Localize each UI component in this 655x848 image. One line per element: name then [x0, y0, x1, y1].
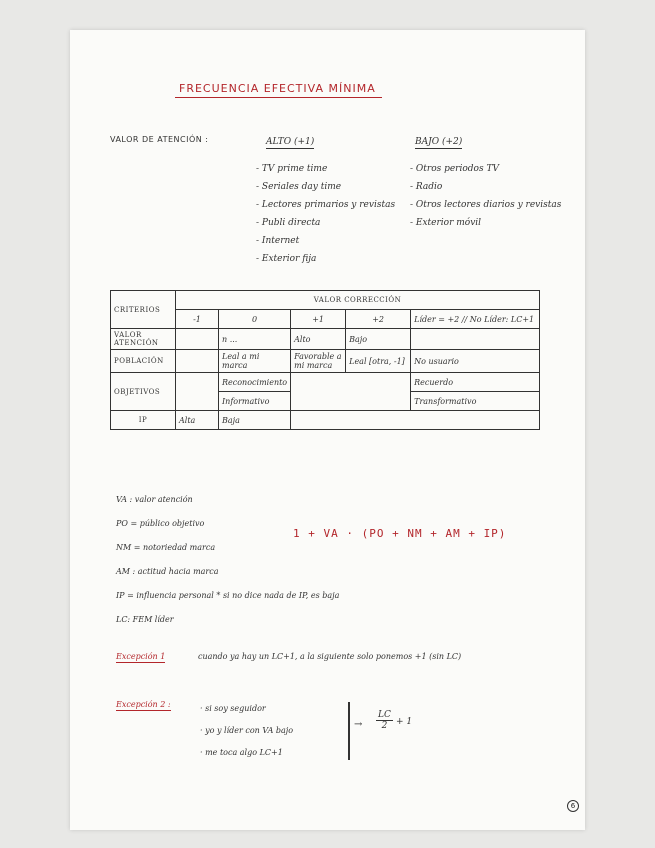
table-cell: Leal a mi marca	[219, 350, 291, 373]
exception2-label: Excepción 2 :	[116, 700, 171, 709]
exception1-text: cuando ya hay un LC+1, a la siguiente solo ponemos +1 (sin LC)	[198, 652, 462, 661]
criteria-header: CRITERIOS	[111, 291, 176, 329]
col-header: -1	[176, 310, 219, 329]
group-header: VALOR CORRECCIÓN	[176, 291, 540, 310]
table-cell: n ...	[219, 329, 291, 350]
fraction-tail: + 1	[396, 717, 413, 727]
paper-sheet	[70, 30, 585, 830]
arrow-icon: →	[354, 719, 363, 730]
legend-item: NM = notoriedad marca	[116, 543, 216, 552]
list-item: - Lectores primarios y revistas	[256, 200, 396, 210]
list-item: - Otros lectores diarios y revistas	[410, 200, 562, 210]
table-cell: Recuerdo	[411, 373, 540, 392]
legend-item: VA : valor atención	[116, 495, 193, 504]
col-header: +1	[291, 310, 346, 329]
legend-item: PO = público objetivo	[116, 519, 205, 528]
col-header: +2	[346, 310, 411, 329]
legend-item: IP = influencia personal * si no dice nada de IP, es baja	[116, 591, 340, 600]
legend	[116, 488, 339, 632]
high-list	[256, 160, 395, 268]
legend-item: AM : actitud hacia marca	[116, 567, 219, 576]
page-number: 6	[567, 800, 579, 812]
table-row	[111, 373, 540, 392]
row-label: OBJETIVOS	[111, 373, 176, 411]
table-cell: Transformativo	[411, 392, 540, 411]
table-cell: Alta	[176, 411, 219, 430]
table-cell: Leal [otra, -1]	[346, 350, 411, 373]
table-row	[111, 329, 540, 350]
list-item: - Seriales day time	[256, 182, 342, 192]
fraction-numerator: LC	[378, 710, 391, 720]
exception2-list	[200, 698, 293, 764]
exception1-label: Excepción 1	[116, 652, 166, 661]
table-cell: No usuario	[411, 350, 540, 373]
list-item: - Radio	[410, 182, 443, 192]
list-item: · yo y líder con VA bajo	[200, 726, 294, 735]
table-cell	[176, 329, 219, 350]
list-item: - Publi directa	[256, 218, 321, 228]
list-item: - Internet	[256, 236, 300, 246]
low-list	[410, 160, 561, 232]
attention-label: VALOR DE ATENCIÓN :	[110, 135, 209, 144]
row-label: POBLACIÓN	[111, 350, 176, 373]
table-cell: Informativo	[219, 392, 291, 411]
page-title: FRECUENCIA EFECTIVA MÍNIMA	[175, 82, 382, 98]
table-cell: Baja	[219, 411, 291, 430]
fraction-denominator: 2	[381, 721, 388, 731]
legend-item: LC: FEM líder	[116, 615, 174, 624]
table-cell: Alto	[291, 329, 346, 350]
low-heading: BAJO (+2)	[415, 137, 463, 147]
table-cell: Reconocimiento	[219, 373, 291, 392]
row-label: IP	[111, 411, 176, 430]
table-cell	[176, 350, 219, 373]
list-item: · me toca algo LC+1	[200, 748, 283, 757]
col-header: 0	[219, 310, 291, 329]
bracket-line	[348, 702, 350, 760]
col-header: Líder = +2 // No Líder: LC+1	[411, 310, 540, 329]
fem-formula: 1 + VA · (PO + NM + AM + IP)	[293, 527, 507, 540]
criteria-table	[110, 290, 540, 430]
table-row	[111, 411, 540, 430]
table-cell	[291, 373, 411, 411]
table-cell	[291, 411, 540, 430]
list-item: · si soy seguidor	[200, 704, 266, 713]
row-label: VALOR ATENCIÓN	[111, 329, 176, 350]
table-cell	[411, 329, 540, 350]
table-row	[111, 350, 540, 373]
table-cell	[176, 373, 219, 411]
list-item: - TV prime time	[256, 164, 328, 174]
list-item: - Exterior móvil	[410, 218, 482, 228]
high-heading: ALTO (+1)	[266, 137, 315, 147]
list-item: - Exterior fija	[256, 254, 317, 264]
table-cell: Favorable a mi marca	[291, 350, 346, 373]
table-cell: Bajo	[346, 329, 411, 350]
fraction	[376, 710, 393, 731]
list-item: - Otros periodos TV	[410, 164, 499, 174]
